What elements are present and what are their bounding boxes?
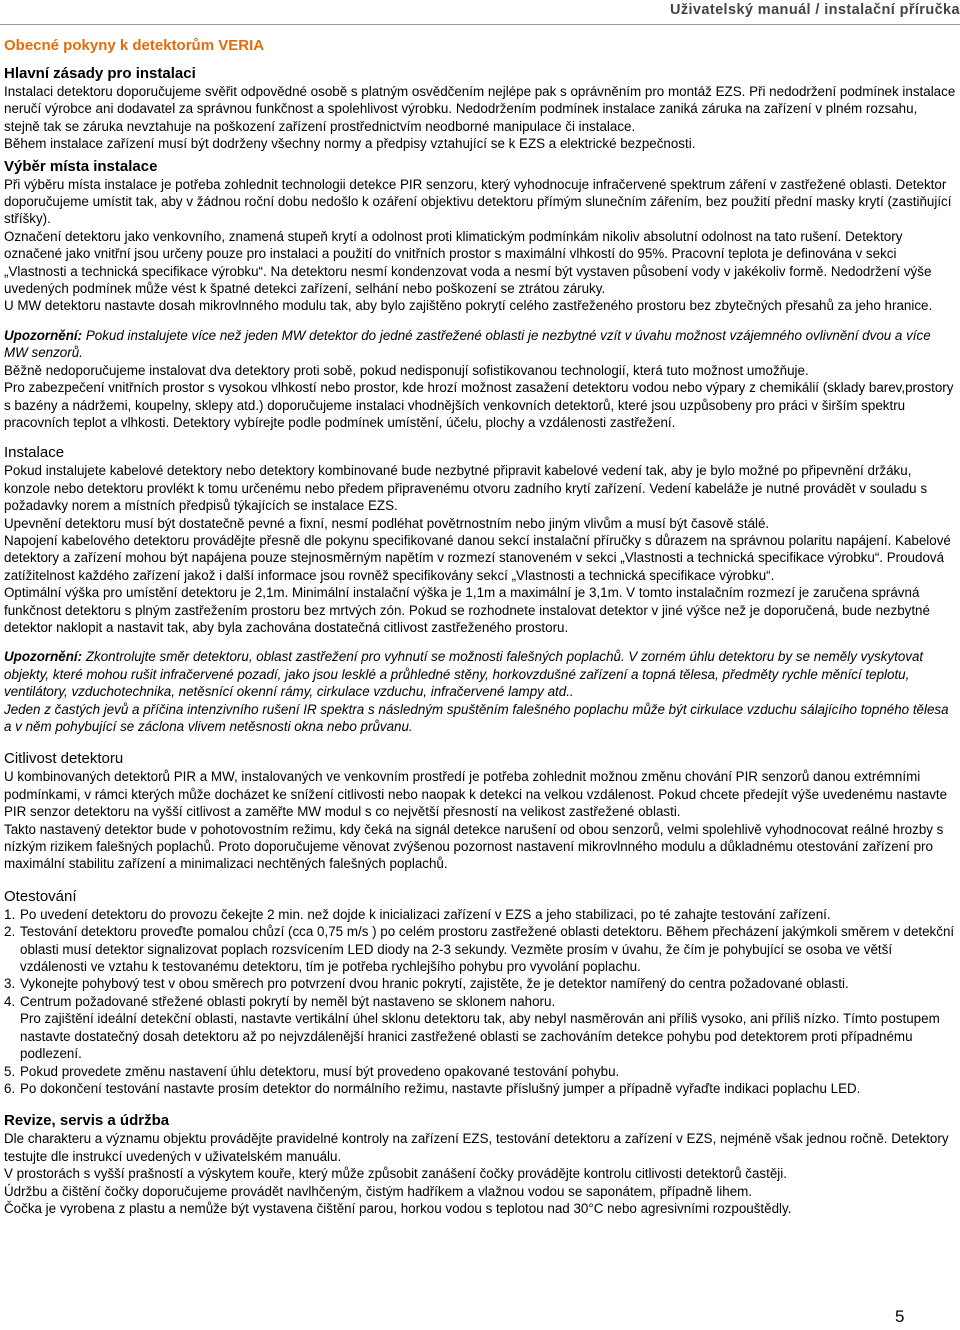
section-heading-installation: Instalace (4, 444, 65, 462)
list-item: 6. Po dokončení testování nastavte prosím detektor do normálního režimu, nastavte příslušný jumper a případně vyřaďte indikaci poplachu LED. (4, 1080, 861, 1096)
paragraph: U kombinovaných detektorů PIR a MW, instalovaných ve venkovním prostředí je potřeba zohlednit možnou změnu chování PIR senzorů danou extrémními podmínkami, v rámci kterých může docházet ke snížení citlivosti nebo naopak k detekci na velkou vzdálenost. Pokud chcete předejít výše uvedenému nastavte PIR senzor detektoru na vyšší citlivost a zaměřte MW modul s co největší přesností na velikost zastřežené oblasti. (4, 769, 948, 820)
warning-label: Upozornění: (4, 327, 83, 343)
paragraph: Optimální výška pro umístění detektoru je 2,1m. Minimální instalační výška je 1,1m a maximální je 3,1m. V tomto instalačním rozmezí je zaručena správná funkčnost detektoru s plným zastřežením prostoru bez mrtvých zón. Pokud se rozhodnete instalovat detektor v jiné výšce než je doporučená, bude nezbytné detektor naklopit a nastavit tak, aby byla zachována dostatečná citlivost zastřeženého prostoru. (4, 585, 930, 635)
header-divider (0, 24, 960, 25)
manual-header: Uživatelský manuál / instalační příručka (669, 2, 960, 18)
section-heading-site-selection: Výběr místa instalace (4, 157, 158, 175)
warning-label: Upozornění: (4, 649, 83, 665)
warning-text: Zkontrolujte směr detektoru, oblast zastřežení pro vyhnutí se možnosti falešných poplachů. V zorném úhlu detektoru by se neměly vyskytovat objekty, které mohou rušit infračervené pozadí, jako jsou lesklé a průhledné stěny, horkovzdušné zařízení a topná tělesa, předměty rychle měnící teplotu, ventilátory, vzduchotechnika, netěsnící okenní rámy, cirkulace vzduchu, infračervené lampy atd.. (4, 649, 924, 700)
list-item: 3. Vykonejte pohybový test v obou směrech pro potvrzení dvou hranic pokrytí, zajistěte, že je detektor namířený do centra požadované oblasti. (4, 976, 849, 992)
paragraph: Označení detektoru jako venkovního, znamená stupeň krytí a odolnost proti klimatickým podmínkám nikoliv absolutní odolnost na tato rušení. Detektory označené jako vnitřní jsou určeny pouze pro instalaci a použití do vnitřních prostor s maximální vlhkostí do 95%. Pracovní teplota je definována v sekci „Vlastnosti a technická specifikace výrobku“. Na detektoru nesmí kondenzovat voda a nesmí být vystaven působení vody v jakékoliv formě. Nedodržení výše uvedených podmínek může vést k špatné detekci zařízení, selhání nebo poškození se ztrátou záruky. (4, 228, 932, 297)
testing-steps-list (4, 906, 956, 1097)
paragraph: Napojení kabelového detektoru provádějte přesně dle pokynu specifikované danou sekcí instalační příručky s důrazem na správnou polaritu napájení. Kabelové detektory a zařízení mohou být napájena pouze stejnosměrným napětím v rozmezí stanoveném v sekci „Vlastnosti a technická specifikace výrobku“. Proudová zatížitelnost každého zařízení jakož i další informace jsou rovněž specifikovány sekcí „Vlastnosti a technická specifikace výrobku“. (4, 532, 951, 583)
section-heading-maintenance: Revize, servis a údržba (4, 1112, 170, 1130)
section-heading-testing: Otestování (4, 887, 77, 905)
paragraph: Během instalace zařízení musí být dodrženy všechny normy a předpisy vztahující se k EZS a elektrické bezpečnosti. (4, 136, 696, 152)
page-number: 5 (895, 1307, 905, 1326)
paragraph: U MW detektoru nastavte dosah mikrovlnného modulu tak, aby bylo zajištěno pokrytí celého zastřeženého prostoru bez zbytečných přesahů za jeho hranice. (4, 298, 933, 314)
section-heading-main-principles: Hlavní zásady pro instalaci (4, 65, 196, 82)
paragraph: Pro zabezpečení vnitřních prostor s vysokou vlhkostí nebo prostor, kde hrozí možnost zasažení detektoru vodou nebo výpary z chemikálií (sklady barev,prostory s bazény a nádržemi, koupelny, sklepy atd.) doporučujeme instalaci vhodnějších venkovních detektorů, které jsou uzpůsobeny pro práci v širším spektru pracovních teplot a vlhkosti. Detektory vybírejte podle podmínek umístění, účelu, plochy a vzdálenosti zastřežení. (4, 380, 954, 430)
list-item: 5. Pokud provedete změnu nastavení úhlu detektoru, musí být provedeno opakované testování pohybu. (4, 1063, 620, 1079)
paragraph: Údržbu a čištění čočky doporučujeme provádět navlhčeným, čistým hadříkem a vlažnou vodou se saponátem, případně lihem. (4, 1183, 753, 1199)
paragraph: Upevnění detektoru musí být dostatečně pevné a fixní, nesmí podléhat povětrnostním nebo jiným vlivům a musí být časově stálé. (4, 515, 770, 531)
paragraph: Instalaci detektoru doporučujeme svěřit odpovědné osobě s platným osvědčením nejlépe pak s oprávněním pro montáž EZS. Při nedodržení podmínek instalace neručí výrobce ani dodavatel za správnou funkčnost a spolehlivost výrobku. Nedodržením podmínek instalace zaniká záruka na zařízení v plném rozsahu, stejně tak se záruka nevztahuje na poškození zařízení prostřednictvím neodborné manipulace či instalace. (4, 84, 956, 134)
paragraph: Čočka je vyrobena z plastu a nemůže být vystavena čištění parou, horkou vodou s teplotou nad 30°C nebo agresivními rozpouštědly. (4, 1200, 792, 1216)
list-item: 4. Centrum požadované střežené oblasti pokrytí by neměl být nastaveno se sklonem nahoru. Pro zajištění ideální detekční oblasti, nastavte vertikální úhel sklonu detektoru tak, aby nebyl nasměrován ani příliš vysoko, ani příliš nízko. Tímto postupem nastavte dostatečný dosah detektoru až po nejvzdálenější hranici zastřežené oblasti se zachováním detekce pohybu pod detektorem proti případnému podlezení. (4, 993, 940, 1062)
paragraph: V prostorách s vyšší prašností a výskytem kouře, který může způsobit zanášení čočky provádějte kontrolu citlivosti detektorů častěji. (4, 1166, 787, 1182)
warning-note-continued: Jeden z častých jevů a příčina intenzivního rušení IR spektra s následným spuštěním falešného poplachu může být cirkulace vzduchu sálajícího topného tělesa a v něm pohybující se záclona vlivem netěsnosti okna nebo průvanu. (4, 701, 949, 734)
paragraph: Běžně nedoporučujeme instalovat dva detektory proti sobě, pokud nedisponují sofistikovanou technologií, která tuto možnost umožňuje. (4, 362, 809, 378)
warning-note (4, 327, 956, 362)
list-item: 1. Po uvedení detektoru do provozu čekejte 2 min. než dojde k inicializaci zařízení v EZS a jeho stabilizaci, po té zahajte testování zařízení. (4, 906, 831, 922)
paragraph: Při výběru místa instalace je potřeba zohlednit technologii detekce PIR senzoru, který vyhodnocuje infračervené spektrum záření v zastřežené oblasti. Detektor doporučujeme umístit tak, aby v žádnou roční dobu nedošlo k ozáření objektivu detektoru přímým slunečním zářením, bez použití přední masky krytí (zastiňující stříšky). (4, 176, 952, 227)
paragraph: Takto nastavený detektor bude v pohotovostním režimu, kdy čeká na signál detekce narušení od obou senzorů, velmi spolehlivě vyhodnocovat reálné hrozby s nízkým rizikem falešných poplachů. Proto doporučujeme věnovat zvýšenou pozornost nastavení mikrovlnného modulu a důkladnému otestování zařízení pro maximální stabilitu zařízení a minimalizaci nechtěných falešných poplachů. (4, 821, 944, 872)
section-heading-sensitivity: Citlivost detektoru (4, 750, 124, 768)
list-item: 2. Testování detektoru proveďte pomalou chůzí (cca 0,75 m/s ) po celém prostoru zastřežené oblasti detektoru. Během přecházení jakýmkoli směrem v detekční oblasti musí detektor signalizovat poplach rozsvícením LED diody na 2-3 sekundy. Vezměte prosím v úvahu, že čím je pohybující se osoba ve větší vzdálenosti ve vztahu k testovanému detektoru, tím je potřeba rychlejšího pohybu pro vyvolání poplachu. (4, 924, 955, 975)
warning-note (4, 648, 956, 700)
document-title: Obecné pokyny k detektorům VERIA (4, 37, 265, 54)
document-body (4, 64, 956, 1217)
paragraph: Pokud instalujete kabelové detektory nebo detektory kombinované bude nezbytné připravit kabelové vedení tak, aby je bylo možné po připevnění držáku, konzole nebo detektoru provlékt k tomu určenému nebo předem připravenému otvoru zadního krytí zařízení. Vedení kabeláže je nutné provádět v souladu s požadavky norem a místních předpisů týkajících se instalace EZS. (4, 463, 928, 514)
warning-text: Pokud instalujete více než jeden MW detektor do jedné zastřežené oblasti je nezbytné vzít v úvahu možnost vzájemného ovlivnění dvou a více MW senzorů. (4, 327, 931, 361)
paragraph: Dle charakteru a významu objektu provádějte pravidelné kontroly na zařízení EZS, testování detektoru a zařízení v EZS, nejméně však jednou ročně. Detektory testujte dle instrukcí uvedených v uživatelském manuálu. (4, 1131, 949, 1164)
